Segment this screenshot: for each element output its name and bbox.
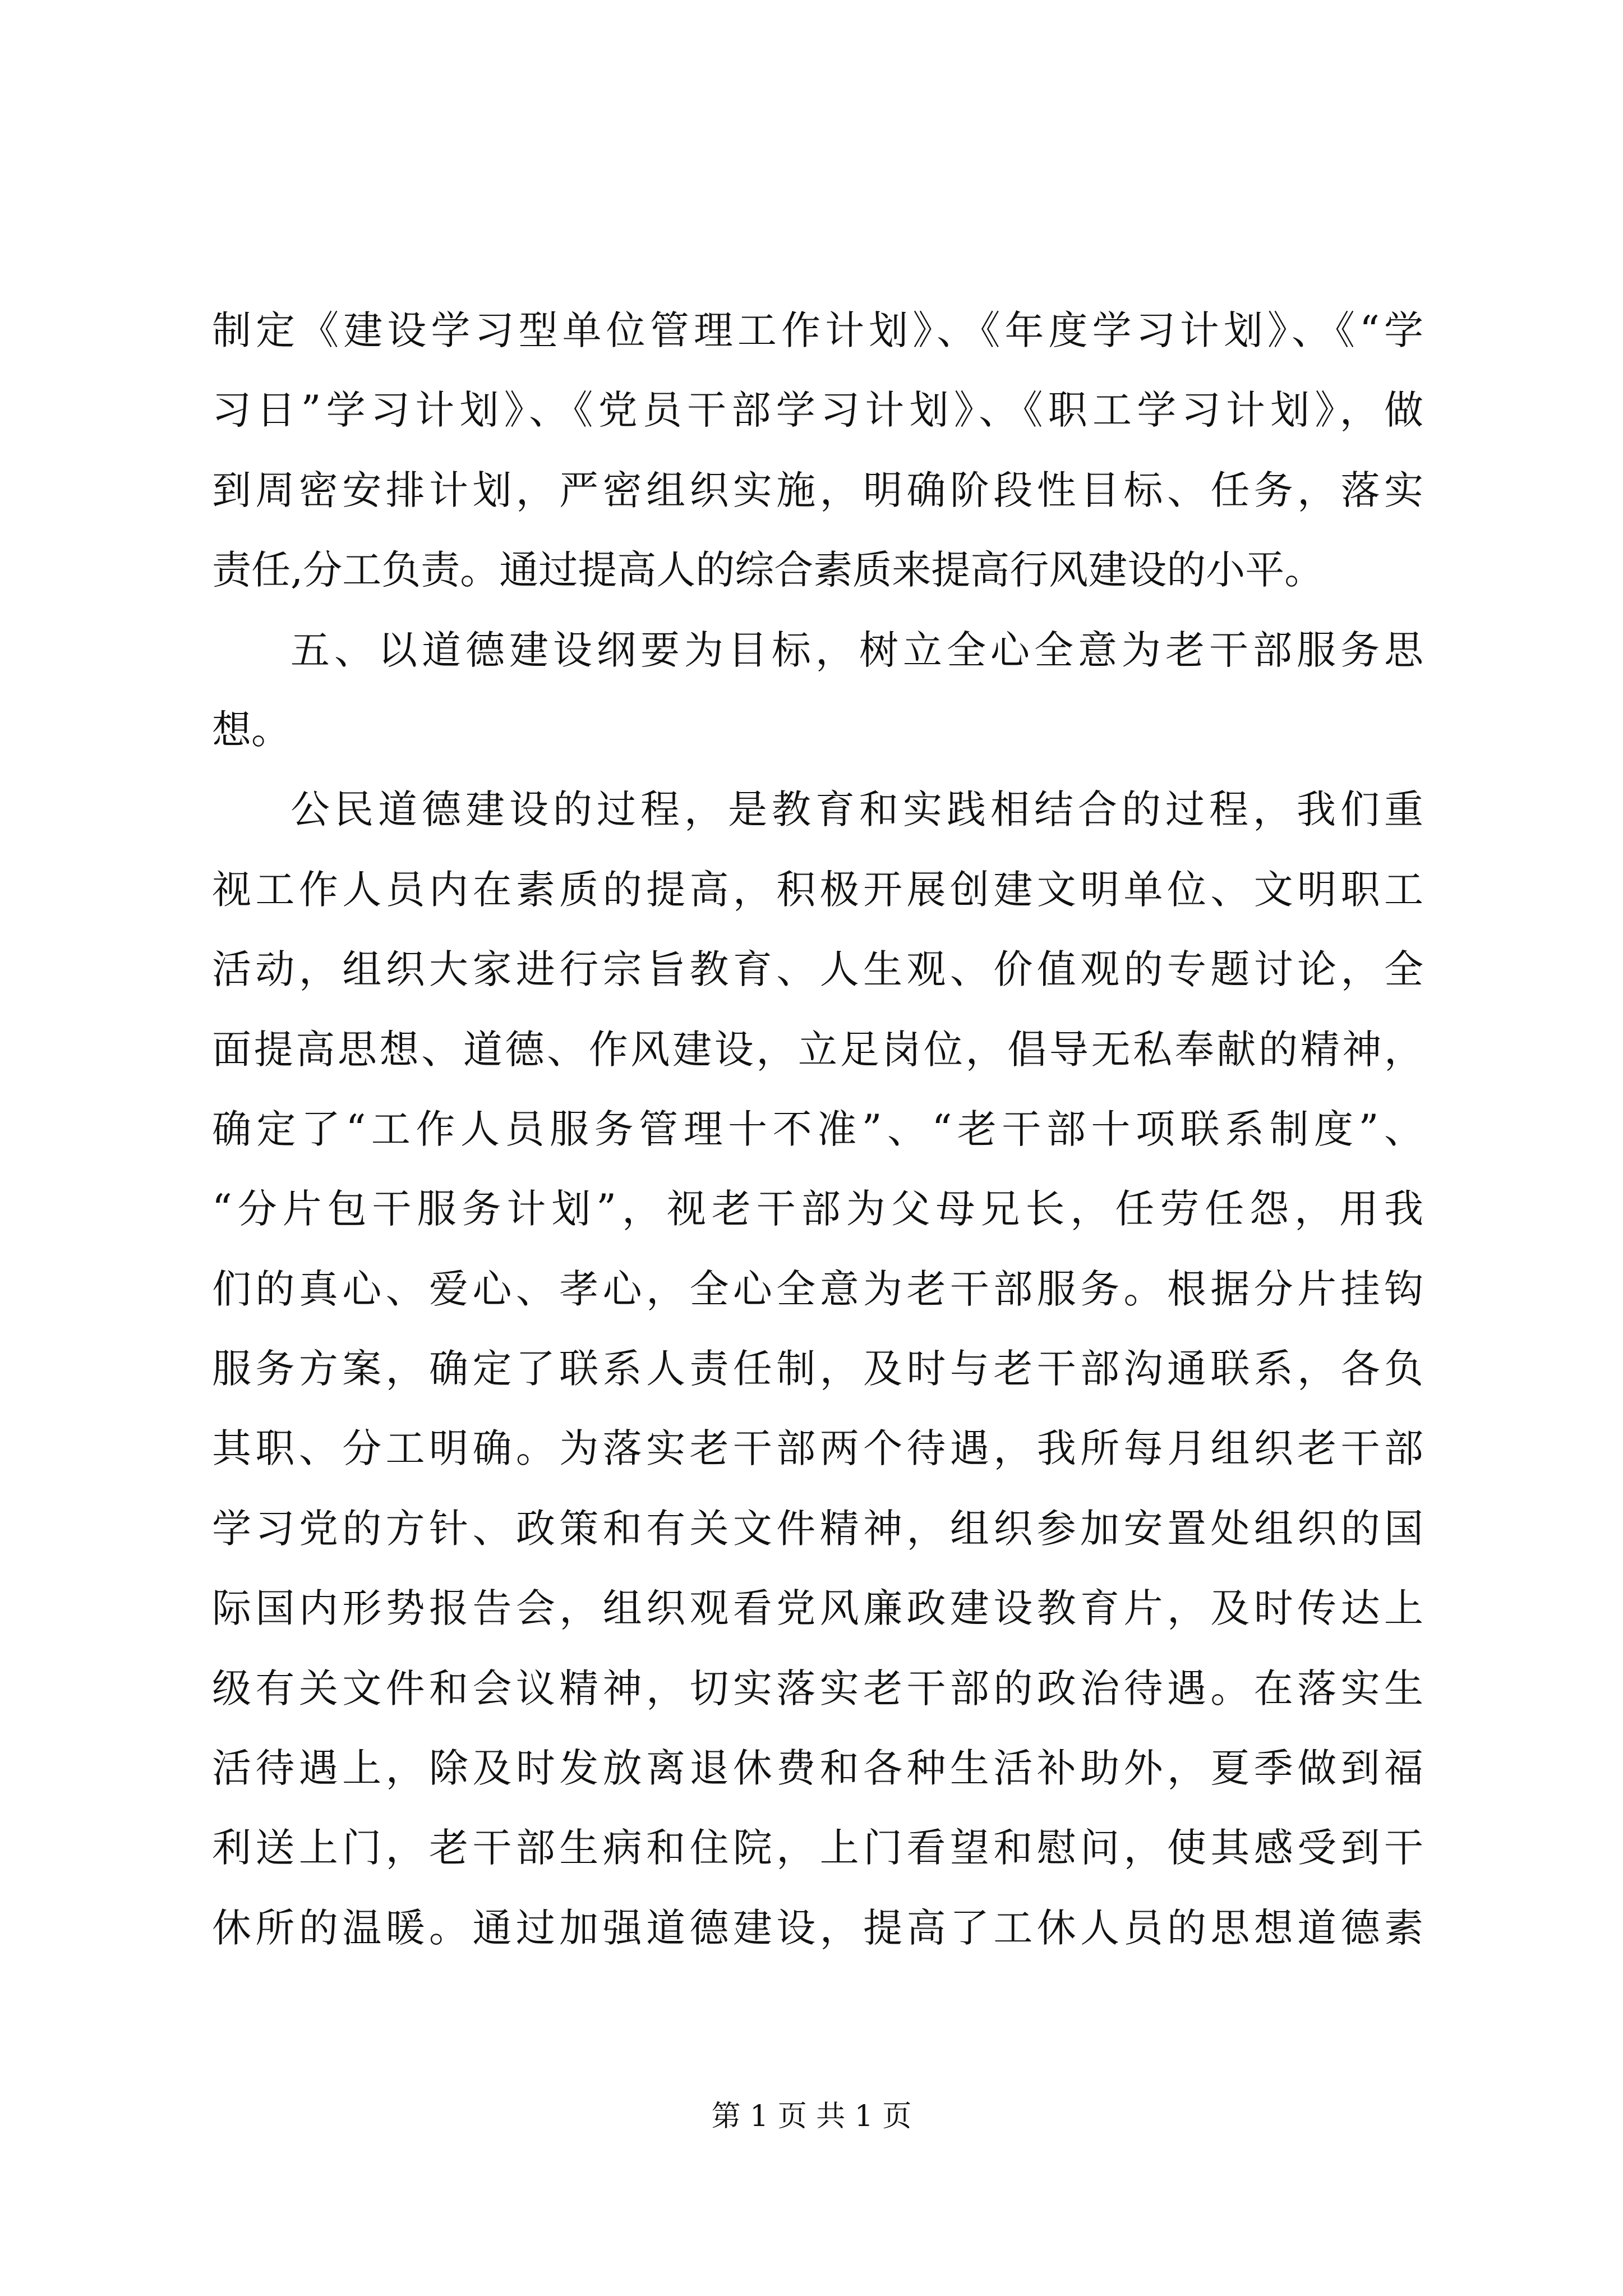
text-line: 际国内形势报告会，组织观看党风廉政建设教育片，及时传达上 [212,1585,1423,1632]
text-line: 学习党的方针、政策和有关文件精神，组织参加安置处组织的国 [212,1505,1423,1552]
text-line: 确定了“工作人员服务管理十不准”、“老干部十项联系制度”、 [212,1106,1423,1152]
text-line: 服务方案，确定了联系人责任制，及时与老干部沟通联系，各负 [212,1346,1423,1392]
text-line: 级有关文件和会议精神，切实落实老干部的政治待遇。在落实生 [212,1665,1423,1711]
text-line: 们的真心、爱心、孝心，全心全意为老干部服务。根据分片挂钩 [212,1266,1423,1312]
text-line: 活待遇上，除及时发放离退休费和各种生活补助外，夏季做到福 [212,1745,1423,1792]
text-line: 活动，组织大家进行宗旨教育、人生观、价值观的专题讨论，全 [212,946,1423,993]
section-heading-line: 想。 [212,706,291,753]
text-line: 公民道德建设的过程，是教育和实践相结合的过程，我们重 [291,786,1423,833]
text-line: 视工作人员内在素质的提高，积极开展创建文明单位、文明职工 [212,866,1423,913]
page-number-footer: 第 1 页 共 1 页 [711,2100,912,2133]
document-body [212,291,1423,1968]
text-line: 其职、分工明确。为落实老干部两个待遇，我所每月组织老干部 [212,1425,1423,1472]
text-line: 面提高思想、道德、作风建设，立足岗位，倡导无私奉献的精神， [212,1026,1423,1073]
text-line: 休所的温暖。通过加强道德建设，提高了工休人员的思想道德素 [212,1904,1423,1951]
text-line: 制定《建设学习型单位管理工作计划》、《年度学习计划》、《“学 [212,307,1423,353]
text-line: 到周密安排计划，严密组织实施，明确阶段性目标、任务，落实 [212,467,1423,513]
text-line: 习日”学习计划》、《党员干部学习计划》、《职工学习计划》，做 [212,387,1423,434]
text-line: “分片包干服务计划”，视老干部为父母兄长，任劳任怨，用我 [212,1186,1423,1232]
text-line: 利送上门，老干部生病和住院，上门看望和慰问，使其感受到干 [212,1825,1423,1871]
text-line: 责任,分工负责。通过提高人的综合素质来提高行风建设的小平。 [212,547,1324,593]
section-heading-line: 五、以道德建设纲要为目标，树立全心全意为老干部服务思 [291,627,1423,673]
